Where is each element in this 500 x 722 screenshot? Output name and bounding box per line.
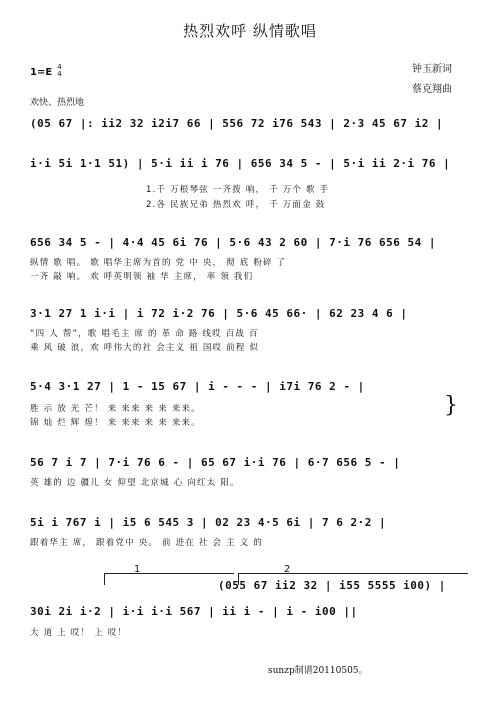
time-signature bbox=[57, 64, 61, 78]
system-4-lyric-1: “四 人 帮”，歌 唱毛主 席 的 革 命 路 线哎 百战 百 bbox=[30, 329, 259, 339]
time-bottom: 4 bbox=[57, 69, 62, 78]
system-7-notes: 5i i 767 i | i5 6 545 3 | 02 23 4·5 6i | 7 6 2·2 | bbox=[30, 516, 387, 529]
system-3-lyric-2: 一齐 敲 响。 欢 呼英明领 袖 华 主席， 率 领 我们 bbox=[30, 272, 254, 282]
tempo-marking: 欢快、热烈地 bbox=[30, 98, 85, 108]
transcriber-credit: sunzp制谱20110505。 bbox=[268, 666, 368, 676]
system-9-notes: 30i 2i i·2 | i·i i·i 567 | ii i - | i - i00 || bbox=[30, 605, 358, 618]
system-5-lyric-1: 胜 示 放 光 芒！ 来 来来 来 来 来来。 bbox=[30, 404, 201, 414]
volta-2-bracket bbox=[238, 573, 468, 574]
page-title: 热烈欢呼 纵情歌唱 bbox=[183, 22, 317, 40]
lyricist-credit: 钟玉新词 bbox=[412, 64, 452, 75]
volta-1-bracket bbox=[104, 573, 234, 574]
composer-credit: 蔡克翔曲 bbox=[412, 84, 452, 95]
system-3-lyric-1: 纵情 歌 唱。 歌 唱华主席为首的 党 中 央， 彻 底 粉碎 了 bbox=[30, 258, 287, 268]
time-top: 4 bbox=[57, 62, 62, 71]
system-2-notes: i·i 5i 1·1 51) | 5·i ii i 76 | 656 34 5 - | 5·i ii 2·i 76 | bbox=[30, 157, 451, 170]
volta-1-label: 1 bbox=[134, 564, 141, 575]
key-label: 1=E bbox=[30, 67, 53, 78]
system-2-lyric-2: 2.各 民族兄弟 热烈欢 呼， 千 万面金 鼓 bbox=[146, 200, 326, 210]
system-8-notes: (055 67 ii2 32 | i55 5555 i00) | bbox=[218, 579, 446, 592]
system-7-lyric-1: 跟着华主 席， 跟着党中 央。 前 进在 社 会 主 义 的 bbox=[30, 538, 264, 548]
verse-brace-icon: } bbox=[444, 393, 458, 418]
volta-2-label: 2 bbox=[284, 564, 291, 575]
system-5-notes: 5·4 3·1 27 | 1 - 15 67 | i - - - | i7i 76 2 - | bbox=[30, 380, 365, 393]
volta-1-edge bbox=[104, 573, 105, 585]
system-1-notes: (05 67 |: ii2 32 i2i7 66 | 556 72 i76 543 | 2·3 45 67 i2 | bbox=[30, 117, 444, 130]
system-6-notes: 56 7 i 7 | 7·i 76 6 - | 65 67 i·i 76 | 6·7 656 5 - | bbox=[30, 456, 401, 469]
system-2-lyric-1: 1.千 万根琴弦 一齐拨 响， 千 万个 歌 手 bbox=[146, 185, 330, 195]
system-5-lyric-2: 锦 灿 烂 辉 煌！ 来 来来 来 来 来来。 bbox=[30, 418, 201, 428]
key-signature bbox=[30, 60, 62, 79]
system-6-lyric-1: 英 雄的 边 疆儿 女 仰望 北京城 心 向红太 阳。 bbox=[30, 478, 240, 488]
system-3-notes: 656 34 5 - | 4·4 45 6i 76 | 5·6 43 2 60 | 7·i 76 656 54 | bbox=[30, 236, 436, 249]
system-4-lyric-2: 乘 风 破 浪，欢 呼伟大的社 会主义 祖 国哎 前程 似 bbox=[30, 343, 260, 353]
system-4-notes: 3·1 27 1 i·i | i 72 i·2 76 | 5·6 45 66· | 62 23 4 6 | bbox=[30, 307, 408, 320]
system-9-lyric-1: 大 道 上 哎！ 上 哎！ bbox=[30, 628, 128, 638]
